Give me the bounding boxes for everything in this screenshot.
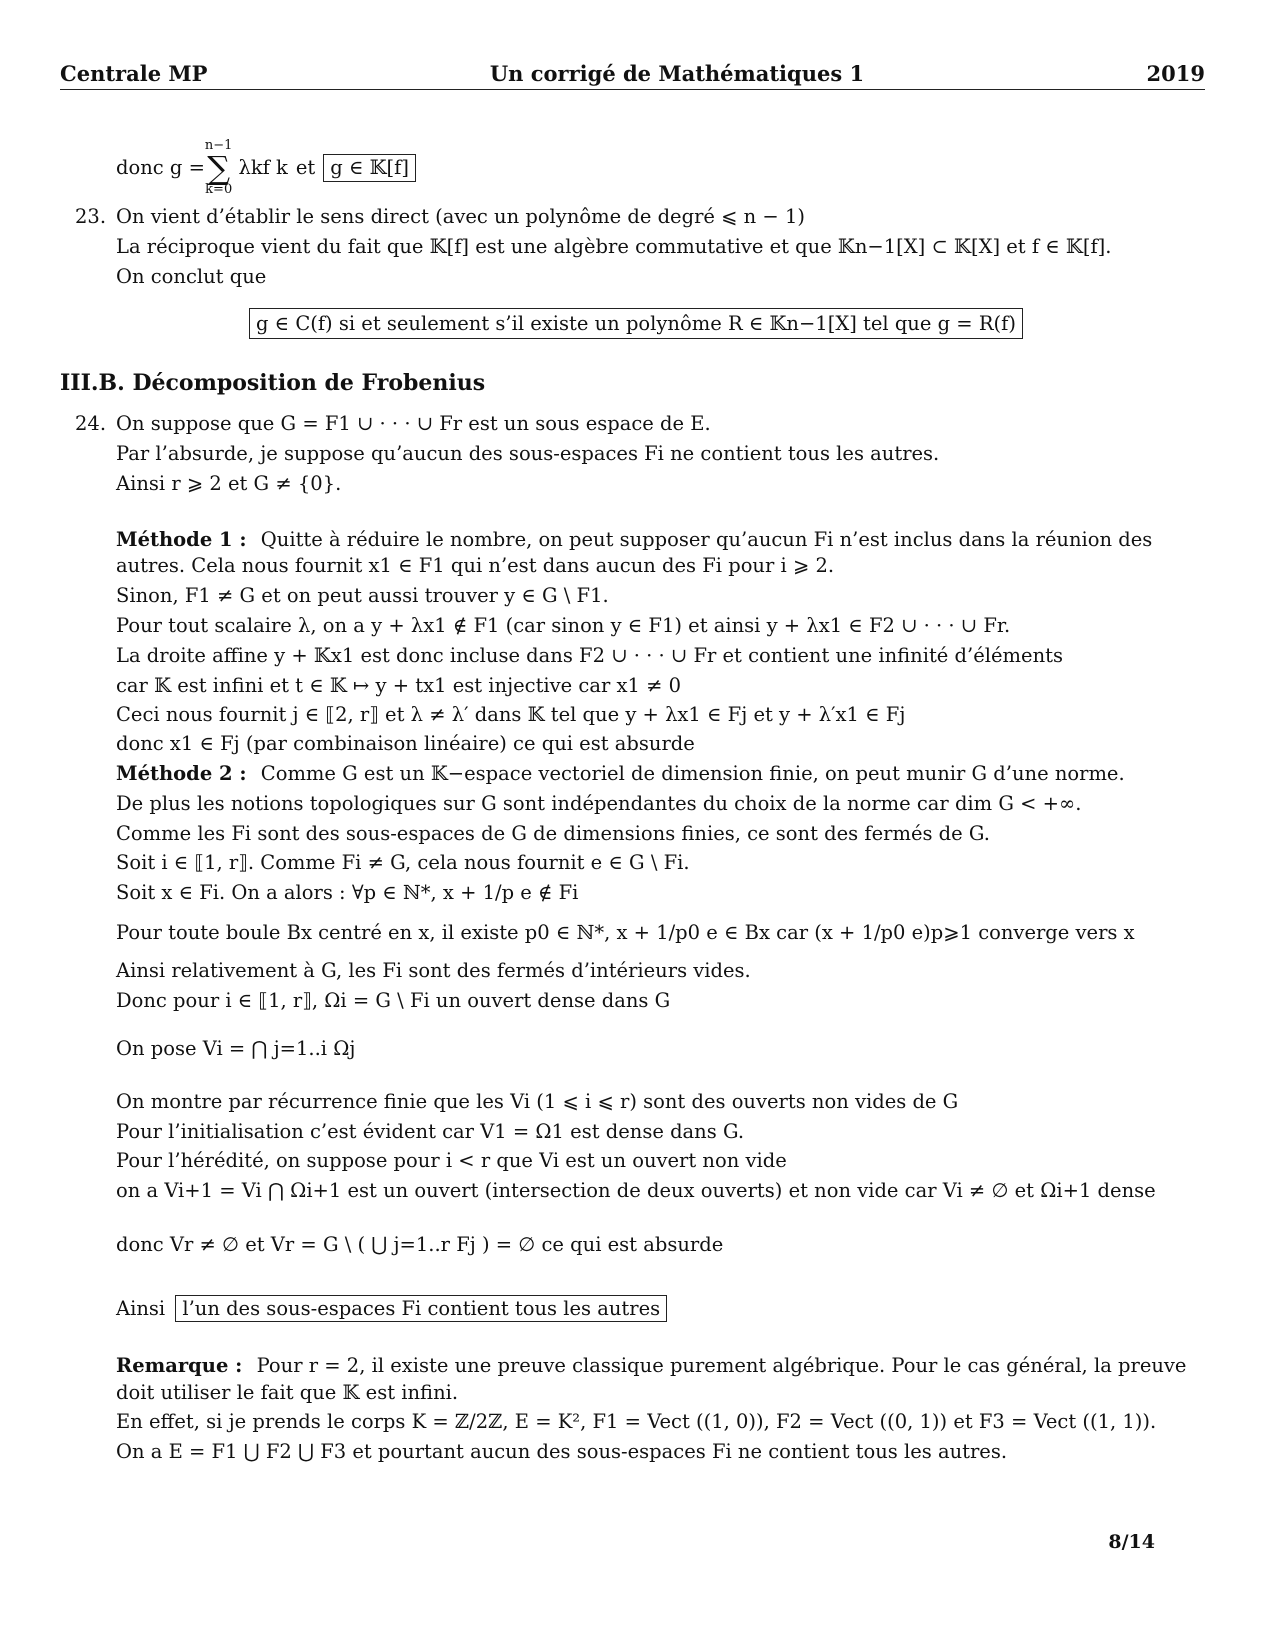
boxed-result-1: g ∈ 𝕂[f]: [323, 154, 416, 182]
m2-line-14: donc Vr ≠ ∅ et Vr = G \ ( ⋃ j=1..r Fj ) = ∅ ce qui est absurde: [116, 1233, 724, 1256]
ainsi-word: Ainsi: [116, 1297, 166, 1320]
m1-line-2: autres. Cela nous fournit x1 ∈ F1 qui n’est dans aucun des Fi pour i ⩾ 2.: [116, 554, 835, 577]
sum-upper: n−1: [204, 138, 233, 153]
m2-line-1: [116, 762, 1125, 786]
m2-line-13: on a Vi+1 = Vi ⋂ Ωi+1 est un ouvert (intersection de deux ouverts) et non vide car Vi ≠ ∅ et Ωi+1 dense: [116, 1179, 1156, 1202]
sum-body: λkf k: [238, 156, 288, 179]
m1-line-1: [116, 528, 1153, 552]
header-right: 2019: [1146, 61, 1205, 86]
m2-line-6: Pour toute boule Bx centré en x, il existe p0 ∈ ℕ*, x + 1/p0 e ∈ Bx car (x + 1/p0 e)p⩾1 converge vers x: [116, 921, 1135, 944]
sigma-icon: ∑: [207, 149, 231, 187]
q24-line-3: Ainsi r ⩾ 2 et G ≠ {0}.: [116, 472, 342, 495]
m2-line-12: Pour l’hérédité, on suppose pour i < r que Vi est un ouvert non vide: [116, 1149, 787, 1172]
sum-line: [116, 136, 416, 200]
m2-line-9: On pose Vi = ⋂ j=1..i Ωj: [116, 1037, 356, 1060]
m1-line-6: car 𝕂 est infini et t ∈ 𝕂 ↦ y + tx1 est injective car x1 ≠ 0: [116, 674, 682, 697]
m2-line-2: De plus les notions topologiques sur G sont indépendantes du choix de la norme car dim G < +∞.: [116, 792, 1082, 815]
page-header: [60, 58, 1205, 90]
m1-line-5: La droite affine y + 𝕂x1 est donc incluse dans F2 ∪ · · · ∪ Fr et contient une infinité d’éléments: [116, 644, 1063, 667]
m2-line-11: Pour l’initialisation c’est évident car V1 = Ω1 est dense dans G.: [116, 1120, 745, 1143]
m1-line-7: Ceci nous fournit j ∈ ⟦2, r⟧ et λ ≠ λ′ dans 𝕂 tel que y + λx1 ∈ Fj et y + λ′x1 ∈ Fj: [116, 703, 906, 726]
conclusion-line: [116, 1297, 667, 1321]
m2-line-3: Comme les Fi sont des sous-espaces de G de dimensions finies, ce sont des fermés de G.: [116, 822, 990, 845]
q23-line-3: On conclut que: [116, 265, 267, 288]
m2-text-1: Comme G est un 𝕂−espace vectoriel de dimension finie, on peut munir G d’une norme.: [260, 762, 1125, 785]
remark-line-2: doit utiliser le fait que 𝕂 est infini.: [116, 1381, 459, 1404]
and-word: et: [295, 156, 316, 179]
question-24-number: 24.: [75, 412, 107, 435]
remark-line-1: [116, 1354, 1186, 1378]
m1-line-3: Sinon, F1 ≠ G et on peut aussi trouver y ∈ G \ F1.: [116, 584, 609, 607]
q23-line-2: La réciproque vient du fait que 𝕂[f] est une algèbre commutative et que 𝕂n−1[X] ⊂ 𝕂[X] et f ∈ 𝕂[f].: [116, 235, 1112, 258]
m1-line-4: Pour tout scalaire λ, on a y + λx1 ∉ F1 (car sinon y ∈ F1) et ainsi y + λx1 ∈ F2 ∪ · · · ∪ Fr.: [116, 614, 1011, 637]
sum-operator: [205, 139, 233, 197]
sum-lower: k=0: [205, 182, 233, 197]
boxed-result-2: g ∈ C(f) si et seulement s’il existe un polynôme R ∈ 𝕂n−1[X] tel que g = R(f): [249, 308, 1023, 339]
m2-line-8: Donc pour i ∈ ⟦1, r⟧, Ωi = G \ Fi un ouvert dense dans G: [116, 989, 671, 1012]
boxed-result-3: l’un des sous-espaces Fi contient tous les autres: [175, 1295, 667, 1322]
m2-line-4: Soit i ∈ ⟦1, r⟧. Comme Fi ≠ G, cela nous fournit e ∈ G \ Fi.: [116, 851, 690, 874]
m2-line-5: Soit x ∈ Fi. On a alors : ∀p ∈ ℕ*, x + 1/p e ∉ Fi: [116, 881, 579, 904]
sum-prefix: donc g =: [116, 156, 205, 179]
page-number: 8/14: [1108, 1531, 1155, 1553]
remark-text-1: Pour r = 2, il existe une preuve classique purement algébrique. Pour le cas général, la preuve: [256, 1354, 1187, 1377]
remark-label: Remarque :: [116, 1354, 243, 1377]
header-left: Centrale MP: [60, 61, 208, 86]
m1-line-8: donc x1 ∈ Fj (par combinaison linéaire) ce qui est absurde: [116, 732, 695, 755]
q23-boxed-wrap: [249, 312, 1023, 336]
question-23-number: 23.: [75, 205, 107, 228]
q23-line-1: On vient d’établir le sens direct (avec un polynôme de degré ⩽ n − 1): [116, 205, 805, 228]
m2-line-7: Ainsi relativement à G, les Fi sont des fermés d’intérieurs vides.: [116, 959, 751, 982]
header-center: Un corrigé de Mathématiques 1: [489, 61, 865, 86]
remark-line-4: On a E = F1 ⋃ F2 ⋃ F3 et pourtant aucun des sous-espaces Fi ne contient tous les autres.: [116, 1440, 1008, 1463]
m2-line-10: On montre par récurrence finie que les Vi (1 ⩽ i ⩽ r) sont des ouverts non vides de G: [116, 1090, 959, 1113]
method-2-label: Méthode 2 :: [116, 762, 247, 785]
method-1-label: Méthode 1 :: [116, 528, 247, 551]
m1-text-1: Quitte à réduire le nombre, on peut supposer qu’aucun Fi n’est inclus dans la réunion des: [260, 528, 1153, 551]
section-title: III.B. Décomposition de Frobenius: [60, 370, 486, 396]
q24-line-2: Par l’absurde, je suppose qu’aucun des sous-espaces Fi ne contient tous les autres.: [116, 442, 940, 465]
remark-line-3: En effet, si je prends le corps K = ℤ/2ℤ, E = K², F1 = Vect ((1, 0)), F2 = Vect ((0, 1)) et F3 = Vect ((1, 1)).: [116, 1410, 1157, 1433]
q24-line-1: On suppose que G = F1 ∪ · · · ∪ Fr est un sous espace de E.: [116, 412, 711, 435]
